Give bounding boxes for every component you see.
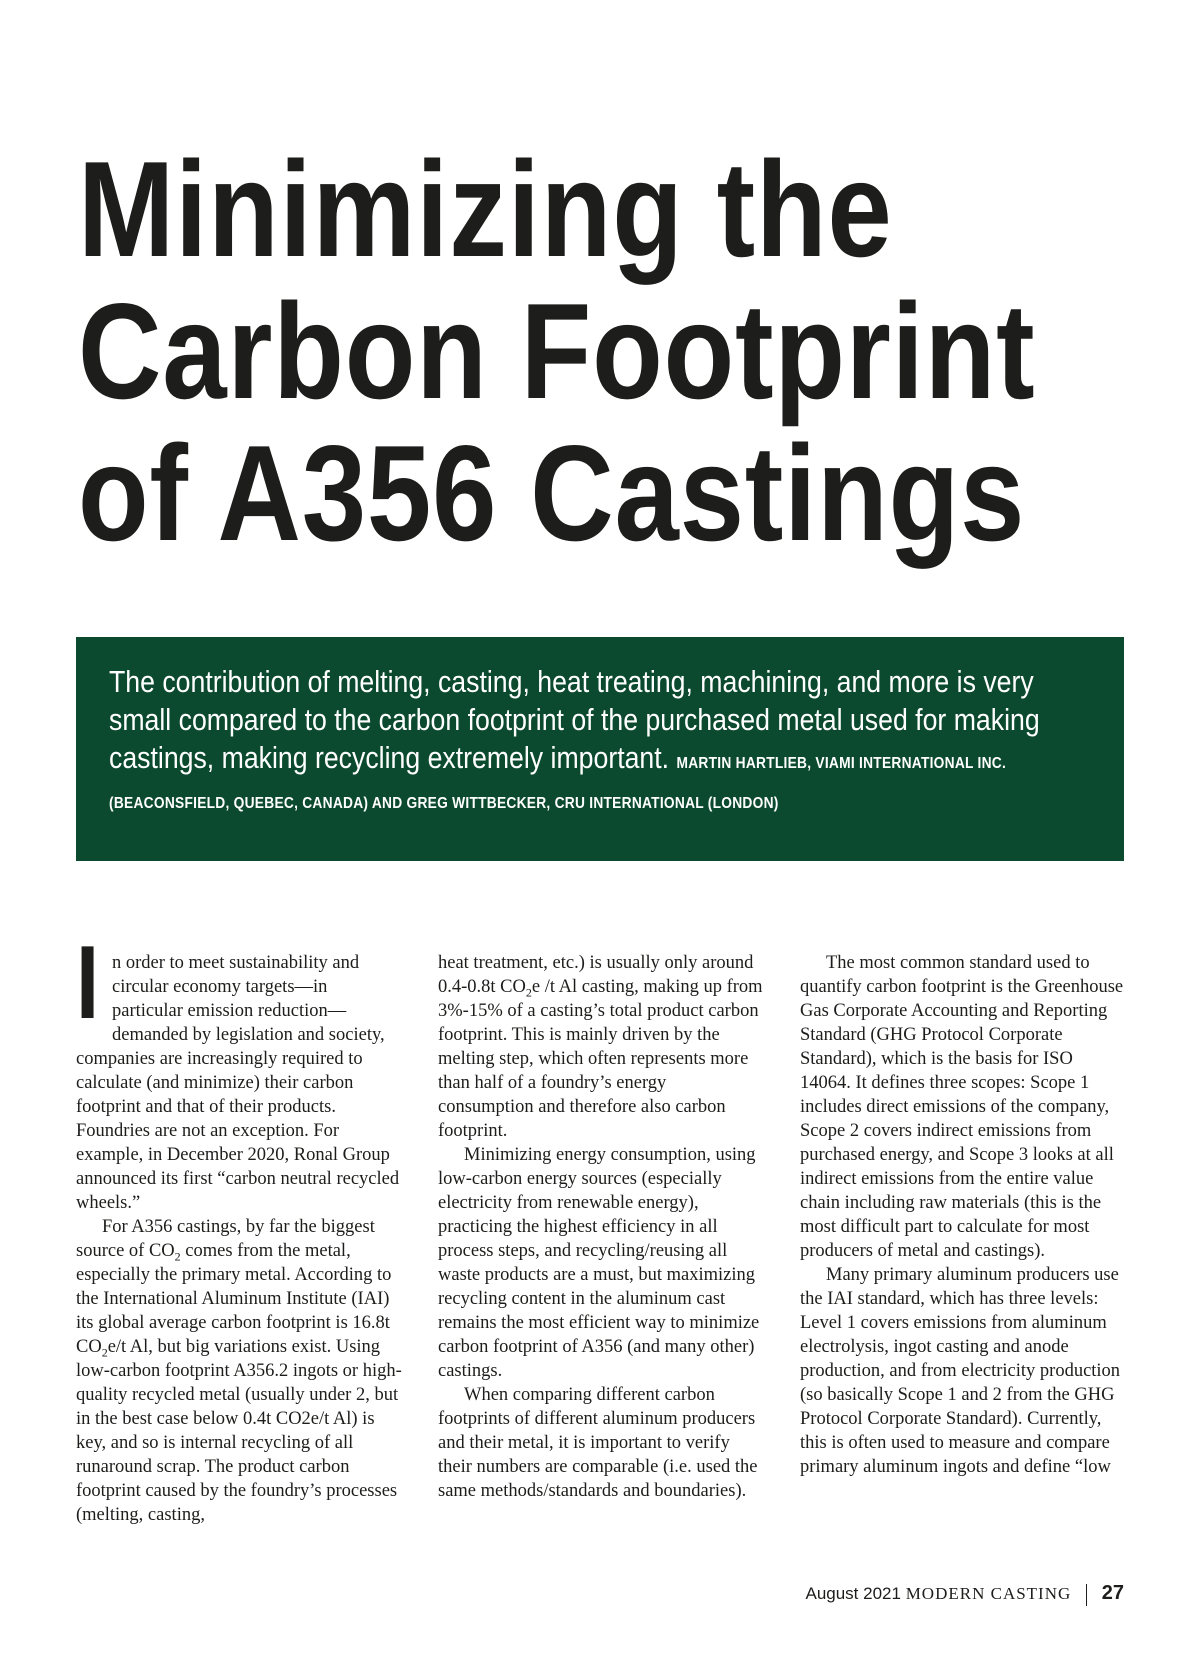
title-line-1: Minimizing the — [78, 133, 893, 285]
subscript: 2 — [101, 1345, 108, 1360]
byline-part-2: (BEACONSFIELD, QUEBEC, CANADA) AND GREG WITTBECKER, CRU INTERNATIONAL (LONDON) — [109, 795, 779, 812]
paragraph: Minimizing energy consumption, using low-carbon energy sources (especially electricity from renewable energy), practicing the highest efficiency in all process steps, and recycling/reusing all waste products are a must, but maximizing recycling content in the aluminum cast remains the most efficient way to minimize carbon footprint of A356 (and many other) castings. — [438, 1145, 760, 1381]
paragraph-text: For A356 castings, by far the biggest source of CO — [76, 1217, 375, 1261]
footer-magazine-name: MODERN CASTING — [905, 1584, 1072, 1603]
paragraph-text: n order to meet sustainability and circular economy targets—in particular emission reduction—demanded by legislation and society, companies are increasingly required to calculate (and minimize) their carbon footprint and that of their products. Foundries are not an exception. For example, in December 2020, Ronal Group announced its first “carbon neutral recycled wheels.” — [76, 953, 400, 1213]
paragraph-text: e /t Al casting, making up from 3%-15% of a casting’s total product carbon footprint. This is mainly driven by the melting step, which often represents more than half of a foundry’s energy consumption and therefore also carbon footprint. — [438, 977, 763, 1141]
footer-date: August 2021 — [805, 1584, 901, 1603]
drop-cap: I — [76, 925, 100, 1041]
byline-part-1: MARTIN HARTLIEB, VIAMI INTERNATIONAL INC. — [676, 755, 1007, 772]
body-column-1 — [76, 925, 402, 1527]
paragraph — [438, 951, 766, 1143]
paragraph-text: comes from the metal, especially the primary metal. According to the International Aluminum Institute (IAI) its global average carbon footprint is 16.8t CO — [76, 1241, 392, 1357]
paragraph: Many primary aluminum producers use the IAI standard, which has three levels: Level 1 covers emissions from aluminum electrolysis, ingot casting and anode production, and from electricity production (so basically Scope 1 and 2 from the GHG Protocol Corporate Standard). Currently, this is often used to measure and compare primary aluminum ingots and define “low — [800, 1265, 1121, 1477]
subscript: 2 — [525, 985, 532, 1000]
body-column-2 — [438, 951, 766, 1503]
paragraph-text: heat treatment, etc.) is usually only around 0.4-0.8t CO — [438, 953, 754, 997]
page-footer — [805, 1582, 1124, 1606]
paragraph-text: e/t Al, but big variations exist. Using low-carbon footprint A356.2 ingots or high-quality recycled metal (usually under 2, but in the best case below 0.4t CO2e/t Al) is key, and so is internal recycling of all runaround scrap. The product carbon footprint caused by the foundry’s processes (melting, casting, — [76, 1337, 402, 1525]
paragraph — [76, 1215, 402, 1527]
article-title — [78, 133, 1036, 569]
title-line-3: of A356 Castings — [78, 417, 1026, 569]
paragraph: When comparing different carbon footprints of different aluminum producers and their metal, it is important to verify their numbers are comparable (i.e. used the same methods/standards and boundaries). — [438, 1385, 758, 1501]
subscript: 2 — [174, 1249, 181, 1264]
body-column-3 — [800, 951, 1128, 1479]
page-number: 27 — [1101, 1582, 1124, 1604]
deck-text-block — [109, 663, 1098, 823]
deck-box — [76, 637, 1124, 861]
paragraph — [76, 925, 402, 1215]
deck-summary: The contribution of melting, casting, heat treating, machining, and more is very small compared to the carbon footprint of the purchased metal used for making castings, making recycling extremely important. — [109, 664, 1040, 775]
footer-divider — [1086, 1584, 1087, 1606]
title-line-2: Carbon Footprint — [78, 275, 1036, 427]
paragraph: The most common standard used to quantify carbon footprint is the Greenhouse Gas Corporate Accounting and Reporting Standard (GHG Protocol Corporate Standard), which is the basis for ISO 14064. It defines three scopes: Scope 1 includes direct emissions of the company, Scope 2 covers indirect emissions from purchased energy, and Scope 3 looks at all indirect emissions from the entire value chain including raw materials (this is the most difficult part to calculate for most producers of metal and castings). — [800, 953, 1124, 1261]
